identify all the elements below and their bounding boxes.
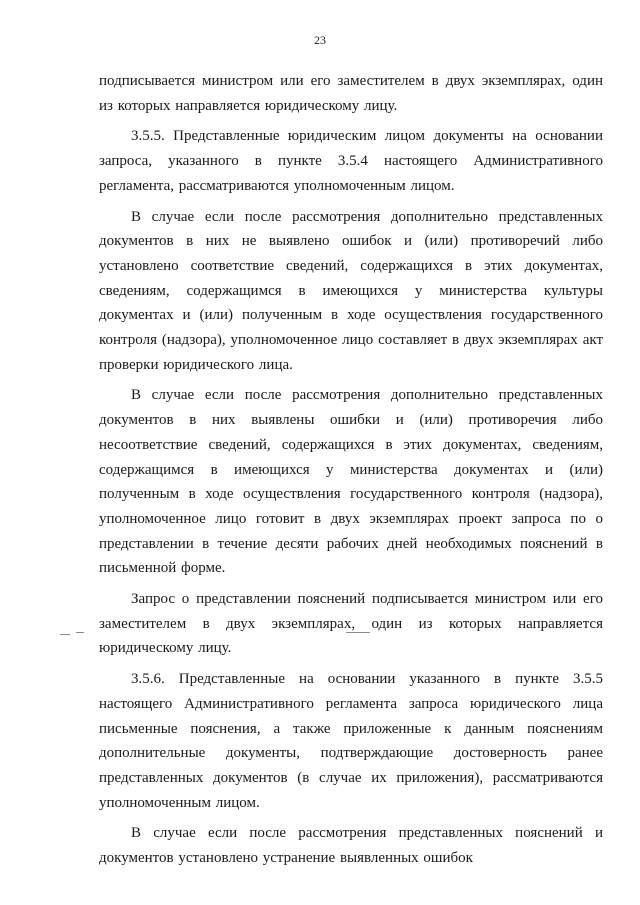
paragraph-corrections-case: В случае если после рассмотрения представленных пояснений и документов установлено устранение выявленных ошибок [99,825,603,867]
paragraph-3-5-6: 3.5.6. Представленные на основании указанного в пункте 3.5.5 настоящего Административного регламента запроса юридического лица письменные пояснения, а также приложенные к данным пояснениям дополнительные документы, подтверждающие достоверность ранее представленных документов (в случае их приложения), рассматриваются уполномоченным лицом. [99,671,603,811]
paragraph-no-errors-case: В случае если после рассмотрения дополнительно представленных документов в них не выявлено ошибок и (или) противоречий либо установлено соответствие сведений, содержащихся в этих документах, сведениям, содержащимся в имеющихся у министерства культуры документах и (или) полученным в ходе осуществления государственного контроля (надзора), уполномоченное лицо составляет в двух экземплярах акт проверки юридического лица. [99,208,603,373]
paragraph-explanation-request: Запрос о представлении пояснений подписывается министром или его заместителем в двух экземплярах, один из которых направляется юридическому лицу. [99,591,603,657]
scan-mark [346,632,370,633]
scan-mark [60,634,70,635]
document-body [99,69,603,877]
scan-mark [76,632,84,633]
paragraph-continuation: подписывается министром или его заместителем в двух экземплярах, один из которых направляется юридическому лицу. [99,73,603,114]
paragraph-3-5-5: 3.5.5. Представленные юридическим лицом документы на основании запроса, указанного в пункте 3.5.4 настоящего Административного регламента, рассматриваются уполномоченным лицом. [99,128,603,194]
page-number: 23 [314,33,326,47]
paragraph-errors-case: В случае если после рассмотрения дополнительно представленных документов в них выявлены ошибки и (или) противоречия либо несоответствие сведений, содержащихся в этих документах, сведениям, содержащимся в имеющихся у министерства документах и (или) полученным в ходе осуществления государственного контроля (надзора), уполномоченное лицо готовит в двух экземплярах проект запроса по о представлении в течение десяти рабочих дней необходимых пояснений в письменной форме. [99,387,603,577]
